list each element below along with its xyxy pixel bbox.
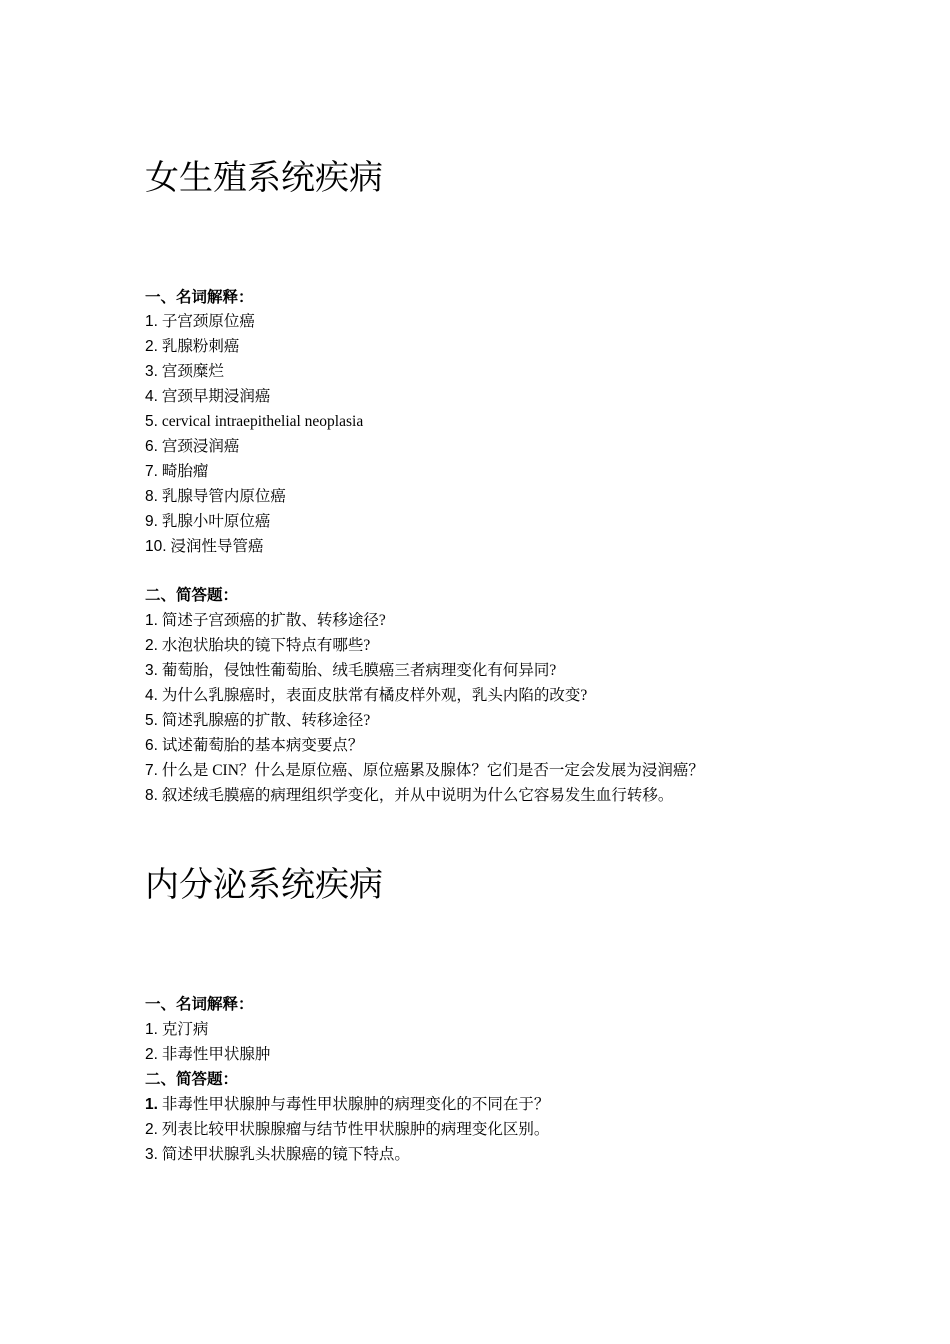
section-title: 内分泌系统疾病: [145, 865, 383, 905]
terms-heading: 一、名词解释：: [145, 289, 254, 306]
question-item: 2. 水泡状胎块的镜下特点有哪些?: [145, 637, 371, 654]
term-item: 3. 宫颈糜烂: [145, 363, 224, 380]
terms-heading: 一、名词解释：: [145, 996, 254, 1013]
term-item: 9. 乳腺小叶原位癌: [145, 513, 271, 530]
question-item: 5. 简述乳腺癌的扩散、转移途径?: [145, 712, 371, 729]
term-item: 2. 非毒性甲状腺肿: [145, 1046, 271, 1063]
question-item: 3. 葡萄胎，侵蚀性葡萄胎、绒毛膜癌三者病理变化有何异同?: [145, 662, 557, 679]
question-item: 4. 为什么乳腺癌时，表面皮肤常有橘皮样外观，乳头内陷的改变?: [145, 687, 588, 704]
term-item: 8. 乳腺导管内原位癌: [145, 488, 286, 505]
question-item: 6. 试述葡萄胎的基本病变要点？: [145, 737, 364, 754]
question-item: 2. 列表比较甲状腺腺瘤与结节性甲状腺肿的病理变化区别。: [145, 1121, 550, 1138]
question-item: 8. 叙述绒毛膜癌的病理组织学变化，并从中说明为什么它容易发生血行转移。: [145, 787, 674, 804]
term-item: 4. 宫颈早期浸润癌: [145, 388, 271, 405]
term-item: 2. 乳腺粉刺癌: [145, 338, 240, 355]
question-item: 1. 非毒性甲状腺肿与毒性甲状腺肿的病理变化的不同在于？: [145, 1096, 550, 1113]
term-item: 10. 浸润性导管癌: [145, 538, 264, 555]
term-item: 1. 克汀病: [145, 1021, 209, 1038]
question-item: 1. 简述子宫颈癌的扩散、转移途径?: [145, 612, 386, 629]
term-item: 1. 子宫颈原位癌: [145, 313, 255, 330]
term-item: 5. cervical intraepithelial neoplasia: [145, 413, 364, 430]
questions-heading: 二、简答题：: [145, 1071, 239, 1088]
question-item: 3. 简述甲状腺乳头状腺癌的镜下特点。: [145, 1146, 410, 1163]
section-title: 女生殖系统疾病: [145, 158, 383, 198]
question-item: 7. 什么是 CIN？什么是原位癌、原位癌累及腺体？它们是否一定会发展为浸润癌？: [145, 762, 704, 779]
questions-heading: 二、简答题：: [145, 587, 239, 604]
term-item: 6. 宫颈浸润癌: [145, 438, 240, 455]
term-item: 7. 畸胎瘤: [145, 463, 209, 480]
